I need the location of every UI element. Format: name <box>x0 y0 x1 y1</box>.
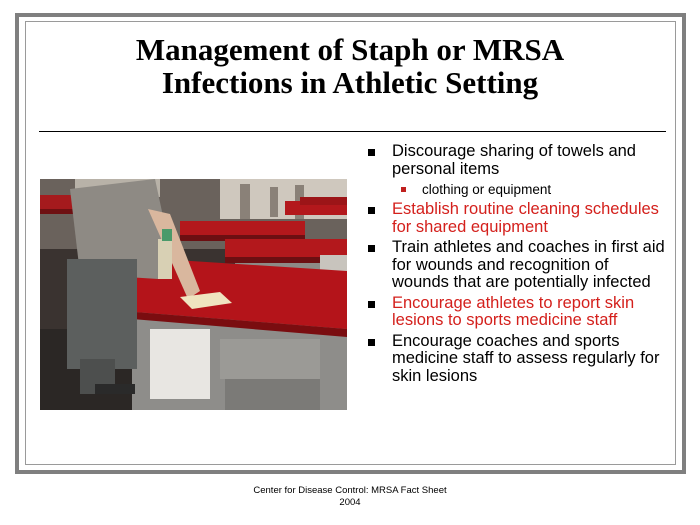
title-line-2: Infections in Athletic Setting <box>161 65 539 100</box>
footer-citation <box>0 485 700 509</box>
slide-title <box>0 33 700 99</box>
photo-wiping-treatment-table <box>40 179 347 410</box>
bullet-item: Train athletes and coaches in first aid for wounds and recognition of wounds that are potentially infected <box>364 239 669 292</box>
bullet-item: Encourage athletes to report skin lesions to sports medicine staff <box>364 295 669 330</box>
bullet-item: Discourage sharing of towels and personal items <box>364 143 669 178</box>
photo-illustration <box>40 179 347 410</box>
sub-bullet-item: clothing or equipment <box>364 181 669 198</box>
title-line-1: Management of Staph or MRSA <box>135 32 565 67</box>
bullet-item: Encourage coaches and sports medicine staff to assess regularly for skin lesions <box>364 333 669 386</box>
bullet-item: Establish routine cleaning schedules for shared equipment <box>364 201 669 236</box>
footer-year: 2004 <box>339 497 361 508</box>
title-divider <box>39 131 666 132</box>
bullet-list <box>364 143 669 388</box>
footer-source: Center for Disease Control: MRSA Fact Sheet <box>253 485 447 496</box>
